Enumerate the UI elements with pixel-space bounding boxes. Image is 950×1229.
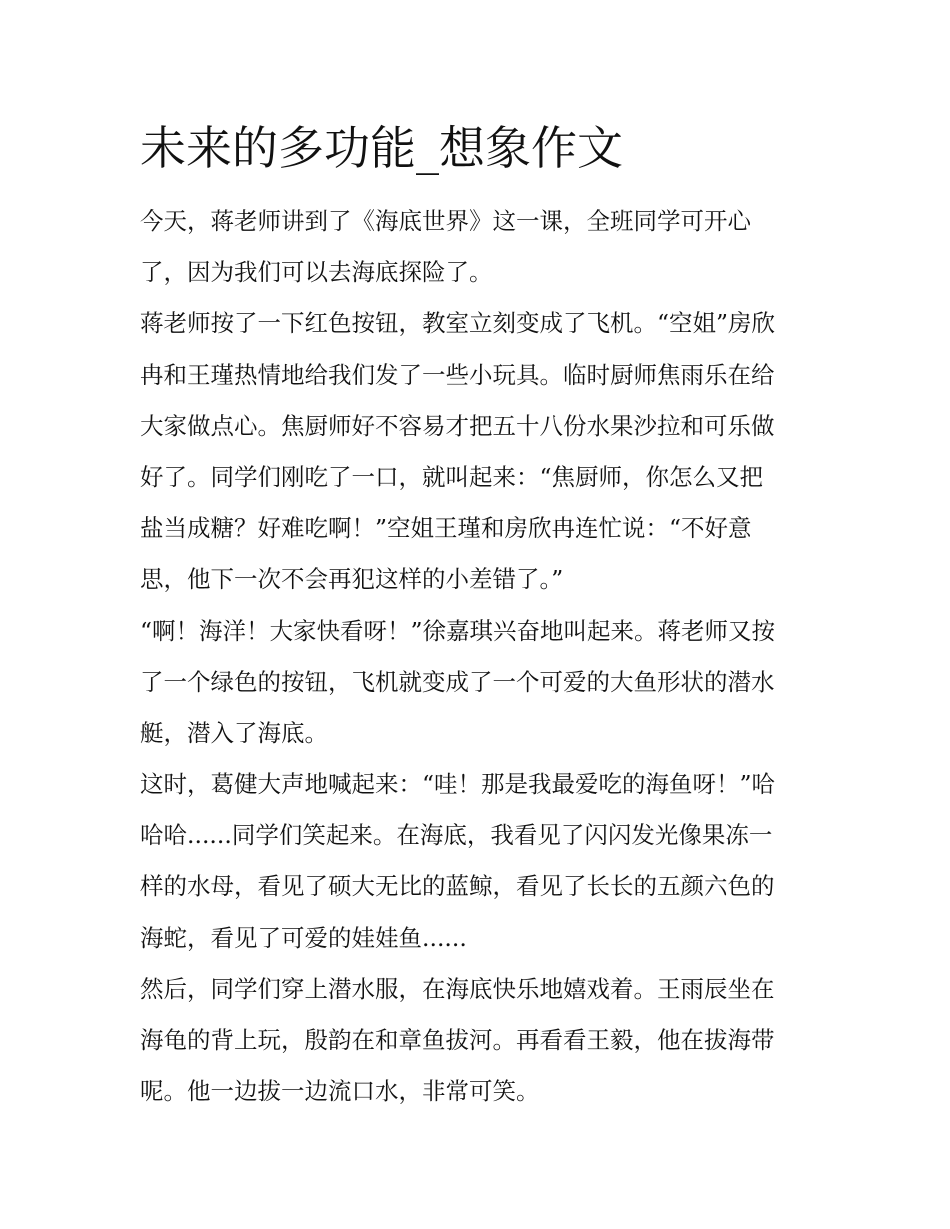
- text-line: 蒋老师按了一下红色按钮，教室立刻变成了飞机。“空姐”房欣: [140, 309, 776, 338]
- paragraph-1: [140, 196, 816, 298]
- text-line: 大家做点心。焦厨师好不容易才把五十八份水果沙拉和可乐做: [140, 411, 775, 440]
- text-line: 样的水母，看见了硕大无比的蓝鲸，看见了长长的五颜六色的: [140, 872, 775, 901]
- text-line: 然后，同学们穿上潜水服，在海底快乐地嬉戏着。王雨辰坐在: [140, 974, 775, 1003]
- paragraph-5: [140, 964, 816, 1118]
- text-line: 冉和王瑾热情地给我们发了一些小玩具。临时厨师焦雨乐在给: [140, 360, 775, 389]
- text-line: 海龟的背上玩，殷韵在和章鱼拔河。再看看王毅，他在拔海带: [140, 1026, 775, 1054]
- text-line: 了一个绿色的按钮，飞机就变成了一个可爱的大鱼形状的潜水: [140, 667, 775, 696]
- text-line: “啊！海洋！大家快看呀！”徐嘉琪兴奋地叫起来。蒋老师又按: [140, 616, 776, 645]
- text-line: 哈哈......同学们笑起来。在海底，我看见了闪闪发光像果冻一: [140, 821, 773, 850]
- text-line: 这时，葛健大声地喊起来：“哇！那是我最爱吃的海鱼呀！”哈: [140, 770, 776, 799]
- paragraph-3: [140, 606, 816, 760]
- paragraph-2: [140, 298, 816, 605]
- text-line: 今天，蒋老师讲到了《海底世界》这一课，全班同学可开心: [140, 207, 751, 235]
- text-line: 呢。他一边拔一边流口水，非常可笑。: [140, 1077, 540, 1106]
- text-line: 盐当成糖？好难吃啊！”空姐王瑾和房欣冉连忙说：“不好意: [140, 514, 752, 543]
- paragraph-4: [140, 759, 816, 964]
- document-body: [140, 196, 816, 1117]
- text-line: 海蛇，看见了可爱的娃娃鱼......: [140, 923, 467, 952]
- text-line: 好了。同学们刚吃了一口，就叫起来：“焦厨师，你怎么又把: [140, 462, 764, 491]
- text-line: 思，他下一次不会再犯这样的小差错了。”: [140, 565, 564, 594]
- document-title: 未来的多功能_想象作文: [140, 121, 623, 175]
- text-line: 艇，潜入了海底。: [140, 718, 328, 747]
- text-line: 了，因为我们可以去海底探险了。: [140, 258, 493, 287]
